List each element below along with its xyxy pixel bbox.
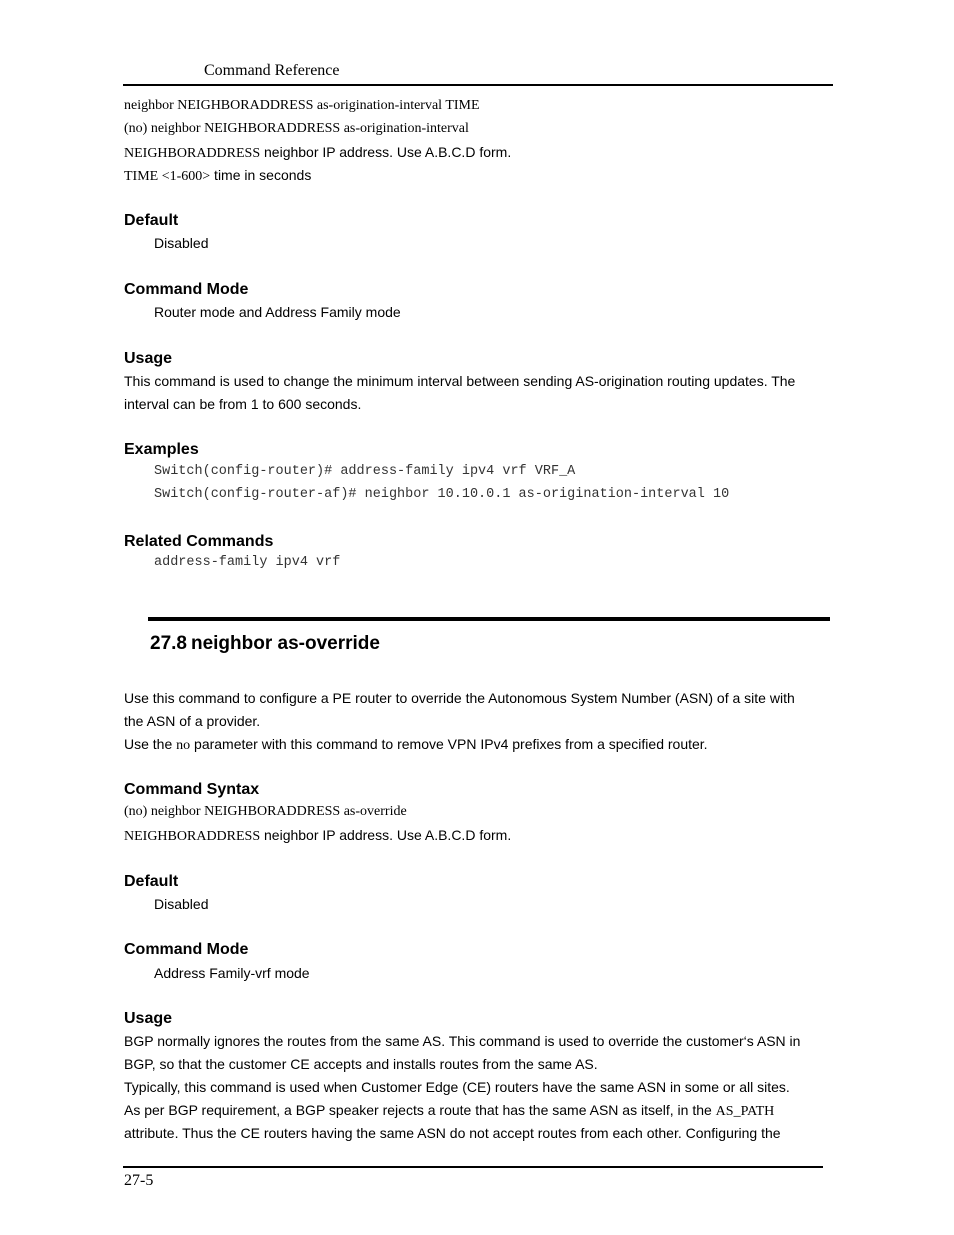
intro-text: the ASN of a provider. xyxy=(124,713,261,729)
section-name: neighbor as-override xyxy=(190,633,380,654)
footer-rule xyxy=(123,1166,823,1168)
syntax-line: (no) neighbor NEIGHBORADDRESS as-origination-interval xyxy=(124,121,469,136)
page-header-title: Command Reference xyxy=(204,62,340,79)
usage-text: BGP normally ignores the routes from the same AS. This command is used to override the customer‘s ASN in xyxy=(124,1033,801,1049)
default-value: Disabled xyxy=(154,896,209,912)
page-number: 27-5 xyxy=(124,1172,154,1189)
command-mode-value: Router mode and Address Family mode xyxy=(154,304,401,320)
command-syntax-heading: Command Syntax xyxy=(124,781,260,798)
usage-text: BGP, so that the customer CE accepts and installs routes from the same AS. xyxy=(124,1056,598,1072)
usage-text: Typically, this command is used when Customer Edge (CE) routers have the same ASN in some or all sites. xyxy=(124,1079,790,1095)
usage-heading: Usage xyxy=(124,1010,173,1027)
parameter-description: time in seconds xyxy=(210,167,312,183)
syntax-line: neighbor NEIGHBORADDRESS as-origination-interval TIME xyxy=(124,98,480,113)
command-mode-heading: Command Mode xyxy=(124,281,249,298)
command-mode-heading: Command Mode xyxy=(124,941,249,958)
usage-text: This command is used to change the minimum interval between sending AS-origination routing updates. The xyxy=(124,373,796,389)
parameter-name: NEIGHBORADDRESS xyxy=(124,829,261,844)
parameter-line xyxy=(124,166,311,186)
section-number: 27.8 xyxy=(150,633,187,654)
parameter-description: neighbor IP address. Use A.B.C.D form. xyxy=(260,144,512,160)
parameter-line xyxy=(124,826,511,846)
usage-text: attribute. Thus the CE routers having the same ASN do not accept routes from each other. Configuring the xyxy=(124,1125,781,1141)
default-value: Disabled xyxy=(154,235,209,251)
section-rule xyxy=(148,617,830,621)
parameter-name: NEIGHBORADDRESS xyxy=(124,146,261,161)
syntax-line: (no) neighbor NEIGHBORADDRESS as-override xyxy=(124,804,407,819)
related-commands-heading: Related Commands xyxy=(124,533,274,550)
parameter-name: TIME <1-600> xyxy=(124,169,211,184)
intro-text: Use the no parameter with this command to remove VPN IPv4 prefixes from a specified router. xyxy=(124,736,708,753)
example-code: Switch(config-router-af)# neighbor 10.10.0.1 as-origination-interval 10 xyxy=(154,487,730,502)
usage-text: As per BGP requirement, a BGP speaker rejects a route that has the same ASN as itself, in the AS_PATH xyxy=(124,1102,775,1119)
default-heading: Default xyxy=(124,212,179,229)
no-keyword: no xyxy=(176,738,191,753)
intro-text: Use this command to configure a PE router to override the Autonomous System Number (ASN) of a site with xyxy=(124,690,795,706)
section-title xyxy=(150,633,380,655)
parameter-description: neighbor IP address. Use A.B.C.D form. xyxy=(260,827,512,843)
examples-heading: Examples xyxy=(124,441,199,458)
parameter-line xyxy=(124,143,511,163)
example-code: Switch(config-router)# address-family ipv4 vrf VRF_A xyxy=(154,464,576,479)
header-rule xyxy=(123,84,833,86)
related-command: address-family ipv4 vrf xyxy=(154,555,341,570)
command-mode-value: Address Family-vrf mode xyxy=(154,965,310,981)
default-heading: Default xyxy=(124,873,179,890)
as-path-keyword: AS_PATH xyxy=(715,1104,775,1119)
usage-text: interval can be from 1 to 600 seconds. xyxy=(124,396,362,412)
usage-heading: Usage xyxy=(124,350,173,367)
